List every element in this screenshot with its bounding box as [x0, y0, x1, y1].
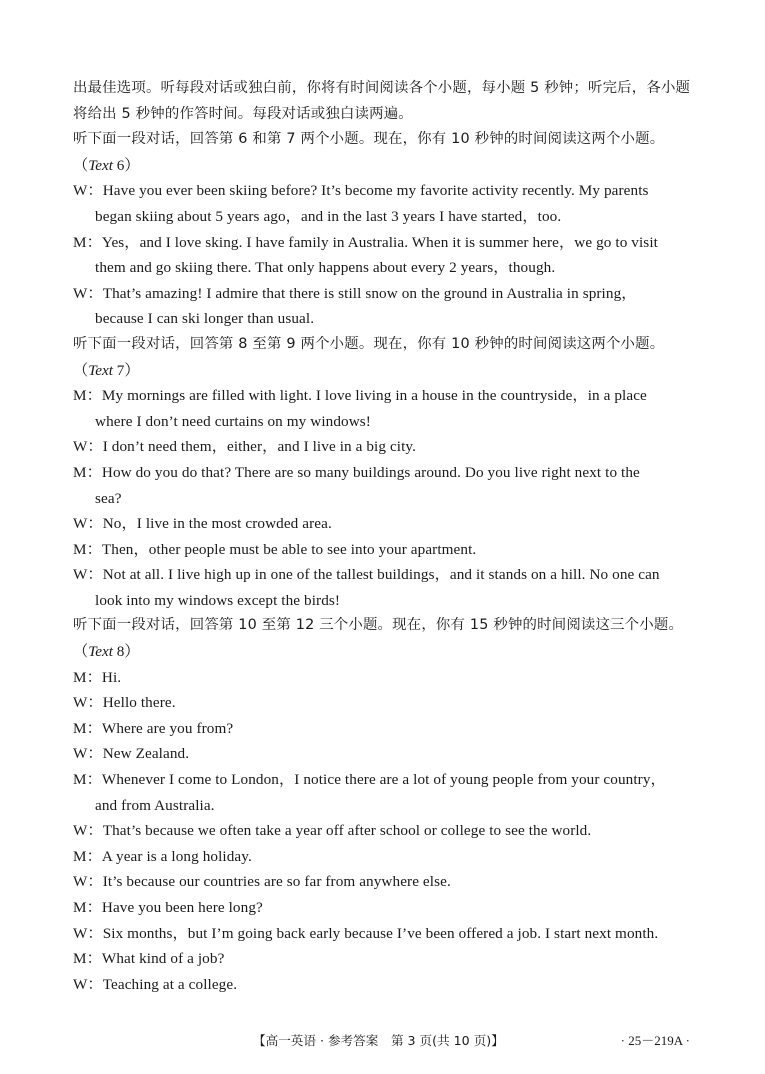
intro-line-1: 出最佳选项。听每段对话或独白前，你将有时间阅读各个小题，每小题 5 秒钟；听完后，各小题 — [73, 80, 691, 96]
text6-w1-line1: W：Have you ever been skiing before? It’s become my favorite activity recently. My parents — [73, 182, 649, 200]
page-body — [73, 76, 695, 997]
label-num: 8） — [112, 643, 140, 661]
text8-m4: M：A year is a long holiday. — [73, 847, 252, 865]
footer-page-info: 【高一英语 · 参考答案 第 3 页(共 10 页)】 — [253, 1033, 504, 1048]
text-8-label — [73, 639, 695, 665]
label-text: Text — [88, 643, 113, 661]
instruction-8-9: 听下面一段对话，回答第 8 至第 9 两个小题。现在，你有 10 秒钟的时间阅读这两个小题。 — [73, 335, 665, 352]
text8-m6: M：What kind of a job? — [73, 950, 225, 968]
label-text: Text — [88, 156, 113, 174]
text8-w3: W：That’s because we often take a year off after school or college to see the world. — [73, 822, 592, 840]
text8-w6: W：Teaching at a college. — [73, 975, 238, 993]
text8-m2: M：Where are you from? — [73, 719, 234, 737]
page-footer — [0, 1030, 765, 1052]
footer-doc-code: · 25－219A · — [620, 1033, 690, 1048]
text8-w4: W：It’s because our countries are so far from anywhere else. — [73, 873, 451, 891]
label-open: （ — [73, 156, 89, 174]
label-num: 6） — [112, 156, 140, 174]
text6-w1-line2: began skiing about 5 years ago，and in the last 3 years I have started，too. — [95, 207, 562, 225]
text7-w1: W：I don’t need them，either，and I live in a big city. — [73, 438, 417, 456]
text6-m1-line1: M：Yes，and I love sking. I have family in Australia. When it is summer here，we go to visit — [73, 233, 658, 251]
text7-m2-line1: M：How do you do that? There are so many buildings around. Do you live right next to the — [73, 463, 640, 481]
text8-w2: W：New Zealand. — [73, 745, 190, 763]
label-num: 7） — [112, 361, 140, 379]
text8-m5: M：Have you been here long? — [73, 899, 263, 916]
text7-m1-line1: M：My mornings are filled with light. I love living in a house in the countryside，in a place — [73, 387, 647, 405]
label-open: （ — [73, 643, 89, 661]
text7-w2: W：No，I live in the most crowded area. — [73, 515, 332, 533]
text7-m2-line2: sea? — [95, 489, 122, 507]
text6-m1-line2: them and go skiing there. That only happens about every 2 years，though. — [95, 259, 556, 277]
text7-w3-line2: look into my windows except the birds! — [95, 591, 341, 609]
text8-w1: W：Hello there. — [73, 694, 176, 712]
text8-w5: W：Six months，but I’m going back early because I’ve been offered a job. I start next month. — [73, 924, 659, 942]
text7-w3-line1: W：Not at all. I live high up in one of the tallest buildings，and it stands on a hill. No one can — [73, 566, 660, 584]
text8-m3-line1: M：Whenever I come to London，I notice there are a lot of young people from your country， — [73, 771, 666, 789]
text6-w2-line2: because I can ski longer than usual. — [95, 310, 315, 328]
instruction-10-12: 听下面一段对话，回答第 10 至第 12 三个小题。现在，你有 15 秒钟的时间阅读这三个小题。 — [73, 617, 684, 634]
text8-m1: M：Hi. — [73, 668, 122, 686]
text-7-label — [73, 358, 695, 384]
text6-w2-line1: W：That’s amazing! I admire that there is still snow on the ground in Australia in spring， — [73, 284, 637, 302]
text7-m3: M：Then，other people must be able to see into your apartment. — [73, 540, 477, 558]
instruction-6-7: 听下面一段对话，回答第 6 和第 7 两个小题。现在，你有 10 秒钟的时间阅读这两个小题。 — [73, 131, 665, 148]
label-text: Text — [88, 361, 113, 379]
text7-m1-line2: where I don’t need curtains on my windows! — [95, 412, 371, 430]
text8-m3-line2: and from Australia. — [95, 796, 215, 814]
text-6-label — [73, 153, 695, 179]
intro-line-2: 将给出 5 秒钟的作答时间。每段对话或独白读两遍。 — [73, 105, 413, 122]
label-open: （ — [73, 361, 89, 379]
